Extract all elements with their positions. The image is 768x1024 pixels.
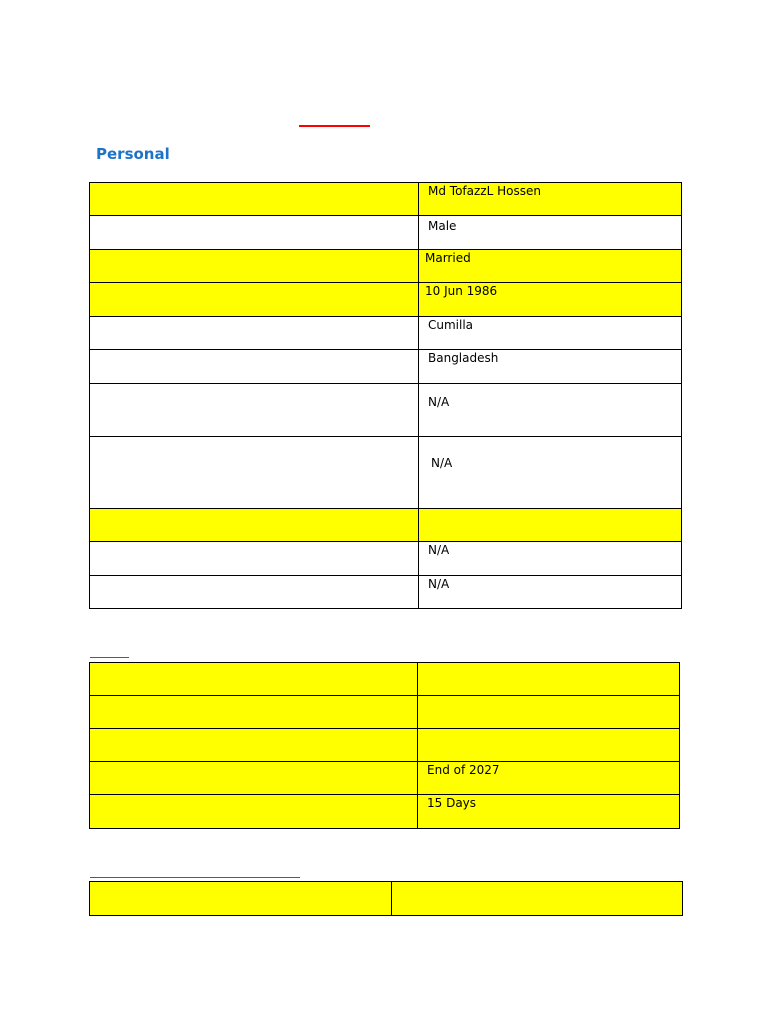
second-label-cell [90, 795, 418, 829]
third-value-cell [392, 882, 683, 916]
second-value-cell [418, 663, 680, 696]
second-label-cell [90, 729, 418, 762]
personal-label-cell [90, 250, 419, 283]
second-label-cell [90, 762, 418, 795]
personal-value-text: N/A [431, 456, 453, 470]
personal-value-text: N/A [428, 395, 450, 409]
section-underline-link [90, 877, 300, 878]
personal-value-cell [419, 576, 682, 609]
second-info-table [89, 662, 680, 829]
nationality-value: Bangladesh [428, 351, 499, 365]
name-value: Md TofazzL Hossen [428, 184, 541, 198]
personal-label-cell [90, 183, 419, 216]
personal-label-cell [90, 509, 419, 542]
personal-info-table [89, 182, 682, 609]
gender-value: Male [428, 219, 457, 233]
birth-date-value: 10 Jun 1986 [425, 284, 498, 298]
third-info-table [89, 881, 683, 916]
personal-label-cell [90, 283, 419, 317]
third-label-cell [90, 882, 392, 916]
second-label-cell [90, 663, 418, 696]
personal-value-cell [419, 283, 682, 317]
duration-value: 15 Days [427, 796, 477, 810]
section-heading-personal: Personal [96, 145, 170, 163]
red-underline-decoration [299, 125, 370, 127]
personal-label-cell [90, 437, 419, 509]
personal-label-cell [90, 542, 419, 576]
personal-value-cell [419, 250, 682, 283]
personal-value-cell [419, 183, 682, 216]
second-value-cell [418, 729, 680, 762]
personal-value-cell [419, 542, 682, 576]
personal-label-cell [90, 317, 419, 350]
birthplace-value: Cumilla [428, 318, 474, 332]
personal-label-cell [90, 576, 419, 609]
second-value-cell [418, 795, 680, 829]
section-underline-link [90, 657, 129, 658]
personal-label-cell [90, 384, 419, 437]
personal-label-cell [90, 216, 419, 250]
marital-status-value: Married [425, 251, 471, 265]
second-value-cell [418, 762, 680, 795]
personal-label-cell [90, 350, 419, 384]
deadline-value: End of 2027 [427, 763, 500, 777]
personal-value-cell [419, 509, 682, 542]
personal-value-text: N/A [428, 577, 450, 591]
personal-value-cell [419, 317, 682, 350]
personal-value-cell [419, 350, 682, 384]
personal-value-cell [419, 437, 682, 509]
second-label-cell [90, 696, 418, 729]
second-value-cell [418, 696, 680, 729]
personal-value-cell [419, 384, 682, 437]
personal-value-cell [419, 216, 682, 250]
personal-value-text: N/A [428, 543, 450, 557]
